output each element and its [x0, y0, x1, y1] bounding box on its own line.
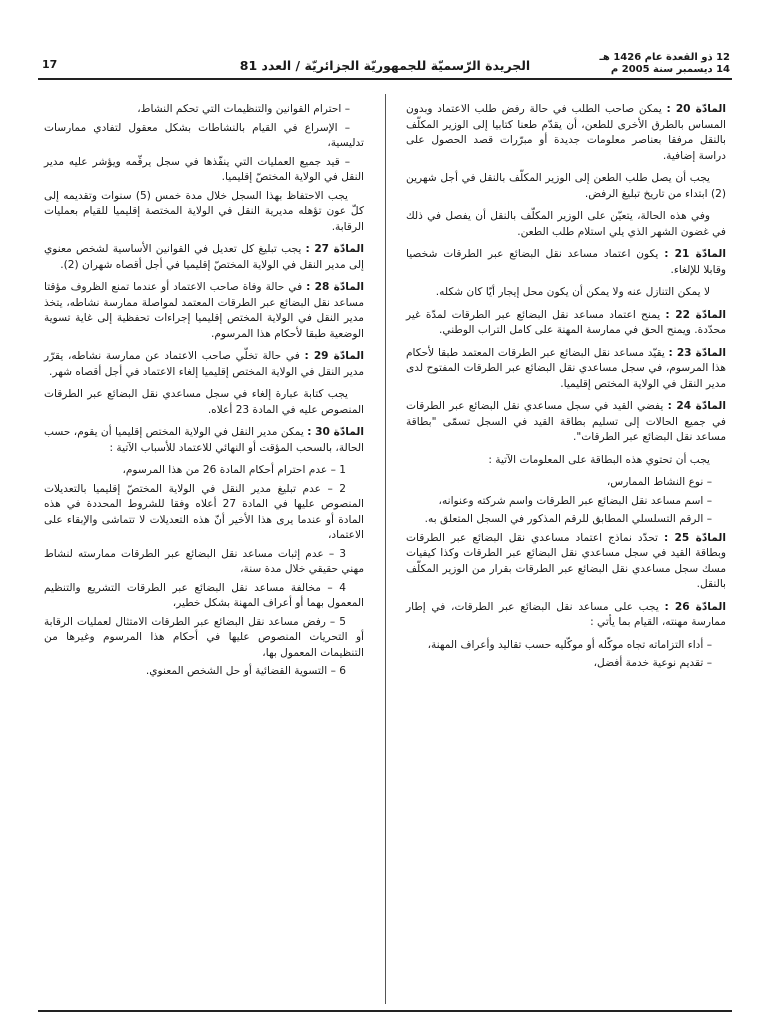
paragraph-text: 2 – عدم تبليغ مدير النقل في الولاية المختصّ إقليميا بالتعديلات المنصوص عليها في المادة 27 أعلاه وفقا للشروط المحددة في هذه المادة أو عندما يرى هذا الأخير أنّ هذه التعديلات لا تتماشى والإبقاء على الاعتماد،: [44, 482, 364, 541]
paragraph-text: 1 – عدم احترام أحكام المادة 26 من هذا المرسوم،: [122, 464, 346, 476]
paragraph: [406, 247, 726, 278]
paragraph: [44, 242, 364, 273]
paragraph-text: – الرقم التسلسلي المطابق للرقم المذكور في السجل المتعلق به.: [424, 513, 712, 525]
paragraph: [44, 121, 364, 152]
paragraph: [406, 285, 726, 301]
paragraph-text: 5 – رفض مساعد نقل البضائع عبر الطرقات الامتثال لعمليات الرقابة أو التحريات المنصوص عليها في أحكام هذا المرسوم وغيرها من التنظيمات المعمول بها،: [44, 615, 364, 659]
paragraph-text: – الإسراع في القيام بالنشاطات بشكل معقول لتفادي ممارسات تدليسية،: [44, 121, 364, 149]
paragraph: [406, 399, 726, 446]
right-column: [406, 102, 726, 675]
paragraph-text: في حالة وفاة صاحب الاعتماد أو عندما تمنع الظروف مؤقتا مساعد نقل البضائع عبر الطرقات المعتمد لمواصلة ممارسة نشاطه، يتخذ مدير النقل في الولاية المختص إقليميا إجراءات تحفظية إلى غاية تسوية الوضعية طبقا لأحكام هذا المرسوم.: [44, 281, 364, 340]
paragraph-text: يفضي القيد في سجل مساعدي نقل البضائع عبر الطرقات في جميع الحالات إلى تسليم بطاقة القيد في السجل تسمّى "بطاقة مساعد نقل البضائع عبر الطرقات".: [406, 400, 726, 443]
document-page: [38, 52, 732, 1012]
paragraph: [44, 664, 364, 680]
article-heading: المادّة 27 :: [305, 243, 364, 255]
paragraph: [406, 638, 726, 654]
article-heading: المادّة 23 :: [668, 346, 726, 359]
article-heading: المادّة 22 :: [665, 308, 726, 321]
paragraph-text: – تقديم نوعية خدمة أفضل،: [593, 657, 712, 669]
article-heading: المادّة 29 :: [304, 350, 364, 362]
article-heading: المادّة 30 :: [307, 426, 364, 438]
paragraph: [44, 425, 364, 456]
paragraph-text: وفي هذه الحالة، يتعيّن على الوزير المكلّف بالنقل أن يفصل في ذلك في غضون الشهر الذي يلي استلام طلب الطعن.: [406, 210, 726, 238]
date-hijri: 12 ذو القعدة عام 1426 هـ: [599, 52, 730, 63]
paragraph-text: يمكن مدير النقل في الولاية المختص إقليميا أن يقوم، حسب الحالة، بالسحب المؤقت أو النهائي للاعتماد للأسباب الآتية :: [44, 426, 364, 454]
paragraph: [44, 280, 364, 342]
article-heading: المادّة 28 :: [306, 281, 364, 293]
paragraph-text: 4 – مخالفة مساعد نقل البضائع عبر الطرقات التشريع والتنظيم المعمول بهما أو أعراف المهنة بشكل خطير،: [44, 581, 364, 609]
paragraph-text: يجب تبليغ كل تعديل في القوانين الأساسية لشخص معنوي إلى مدير النقل في الولاية المختصّ إقليميا في أجل أقصاه شهران (2).: [44, 243, 364, 271]
paragraph-text: 3 – عدم إثبات مساعد نقل البضائع عبر الطرقات ممارسته لنشاط مهني حقيقي خلال مدة سنة،: [44, 547, 364, 575]
date-gregorian: 14 ديسمبر سنة 2005 م: [610, 64, 730, 75]
paragraph: [44, 349, 364, 380]
paragraph: [406, 453, 726, 469]
paragraph: [406, 656, 726, 672]
article-heading: المادّة 24 :: [667, 400, 726, 412]
paragraph: [406, 512, 726, 528]
paragraph-text: يجب الاحتفاظ بهذا السجل خلال مدة خمس (5) سنوات وتقديمه إلى كلّ عون تؤهله مديرية النقل في الولاية المختصة إقليميا للقيام بعمليات الرقابة.: [44, 189, 364, 233]
paragraph: [44, 155, 364, 186]
article-heading: المادّة 21 :: [664, 248, 726, 260]
paragraph-text: 6 – التسوية القضائية أو حل الشخص المعنوي.: [145, 665, 346, 677]
paragraph: [406, 475, 726, 491]
paragraph-text: – أداء التزاماته تجاه موكّله أو موكّليه حسب تقاليد وأعراف المهنة،: [427, 638, 712, 651]
paragraph: [406, 600, 726, 631]
paragraph-text: يقيّد مساعد نقل البضائع عبر الطرقات المعتمد طبقا لأحكام هذا المرسوم، في سجل مساعدي نقل البضائع عبر الطرقات المفتوح لدى مدير النقل في الولاية المختص إقليميا.: [406, 346, 726, 390]
paragraph-text: – اسم مساعد نقل البضائع عبر الطرقات واسم شركته وعنوانه،: [438, 494, 712, 507]
paragraph-text: – نوع النشاط الممارس،: [606, 476, 712, 488]
paragraph-text: يجب على مساعد نقل البضائع عبر الطرقات، في إطار ممارسة مهنته، القيام بما يأتي :: [406, 600, 726, 628]
paragraph-text: لا يمكن التنازل عنه ولا يمكن أن يكون محل إيجار أيّا كان شكله.: [435, 286, 710, 298]
paragraph: [406, 308, 726, 339]
paragraph: [44, 189, 364, 236]
paragraph: [406, 494, 726, 510]
article-heading: المادّة 26 :: [664, 600, 726, 613]
paragraph-text: – احترام القوانين والتنظيمات التي تحكم النشاط،: [137, 103, 350, 115]
paragraph: [44, 102, 364, 118]
paragraph: [406, 102, 726, 164]
paragraph: [44, 615, 364, 662]
column-divider: [385, 94, 386, 1004]
page-header: [38, 52, 732, 80]
paragraph-text: يمنح اعتماد مساعد نقل البضائع عبر الطرقات لمدّة غير محدّدة. ويمنح الحق في ممارسة المهنة على كامل التراب الوطني.: [406, 308, 726, 336]
paragraph: [406, 531, 726, 593]
paragraph: [44, 547, 364, 578]
page-body: [38, 80, 732, 1012]
paragraph: [44, 463, 364, 479]
paragraph-text: يكون اعتماد مساعد نقل البضائع عبر الطرقات شخصيا وقابلا للإلغاء.: [406, 248, 726, 276]
page-number: 17: [42, 58, 58, 71]
paragraph-text: يجب أن يصل طلب الطعن إلى الوزير المكلّف بالنقل في أجل شهرين (2) ابتداء من تاريخ تبليغ الرفض.: [406, 172, 726, 200]
paragraph-text: في حالة تخلّي صاحب الاعتماد عن ممارسة نشاطه، يقرّر مدير النقل في الولاية المختص إقليميا إلغاء الاعتماد في أجل أقصاه شهر.: [44, 350, 364, 378]
journal-title: الجريدة الرّسميّة للجمهوريّة الجزائريّة / العدد 81: [239, 58, 531, 73]
paragraph: [44, 581, 364, 612]
paragraph-text: تحدّد نماذج اعتماد مساعدي نقل البضائع عبر الطرقات وبطاقة القيد في سجل مساعدي نقل البضائع عبر الطرقات وكذا كيفيات مسك سجل مساعدي نقل البضائع عبر الطرقات بقرار من الوزير المكلّف بالنقل.: [406, 531, 726, 590]
paragraph: [406, 209, 726, 240]
paragraph: [406, 346, 726, 393]
paragraph-text: يجب كتابة عبارة إلغاء في سجل مساعدي نقل البضائع عبر الطرقات المنصوص عليه في المادة 23 أعلاه.: [44, 388, 364, 416]
paragraph: [406, 171, 726, 202]
paragraph-text: يمكن صاحب الطلب في حالة رفض طلب الاعتماد وبدون المساس بالطرق الأخرى للطعن، أن يقدّم طعنا كتابيا إلى الوزير المكلّف بالنقل مرفقا بعناصر معلومات جديدة أو مبرّرات قصد الحصول على دراسة إضافية.: [406, 103, 726, 162]
paragraph: [44, 387, 364, 418]
article-heading: المادّة 20 :: [666, 103, 726, 115]
paragraph-text: – قيد جميع العمليات التي ينفّذها في سجل يرقّمه ويؤشر عليه مدير النقل في الولاية المختصّ إقليميا.: [44, 155, 364, 183]
paragraph-text: يجب أن تحتوي هذه البطاقة على المعلومات الآتية :: [488, 453, 710, 466]
left-column: [44, 102, 364, 683]
paragraph: [44, 482, 364, 544]
article-heading: المادّة 25 :: [663, 531, 726, 544]
